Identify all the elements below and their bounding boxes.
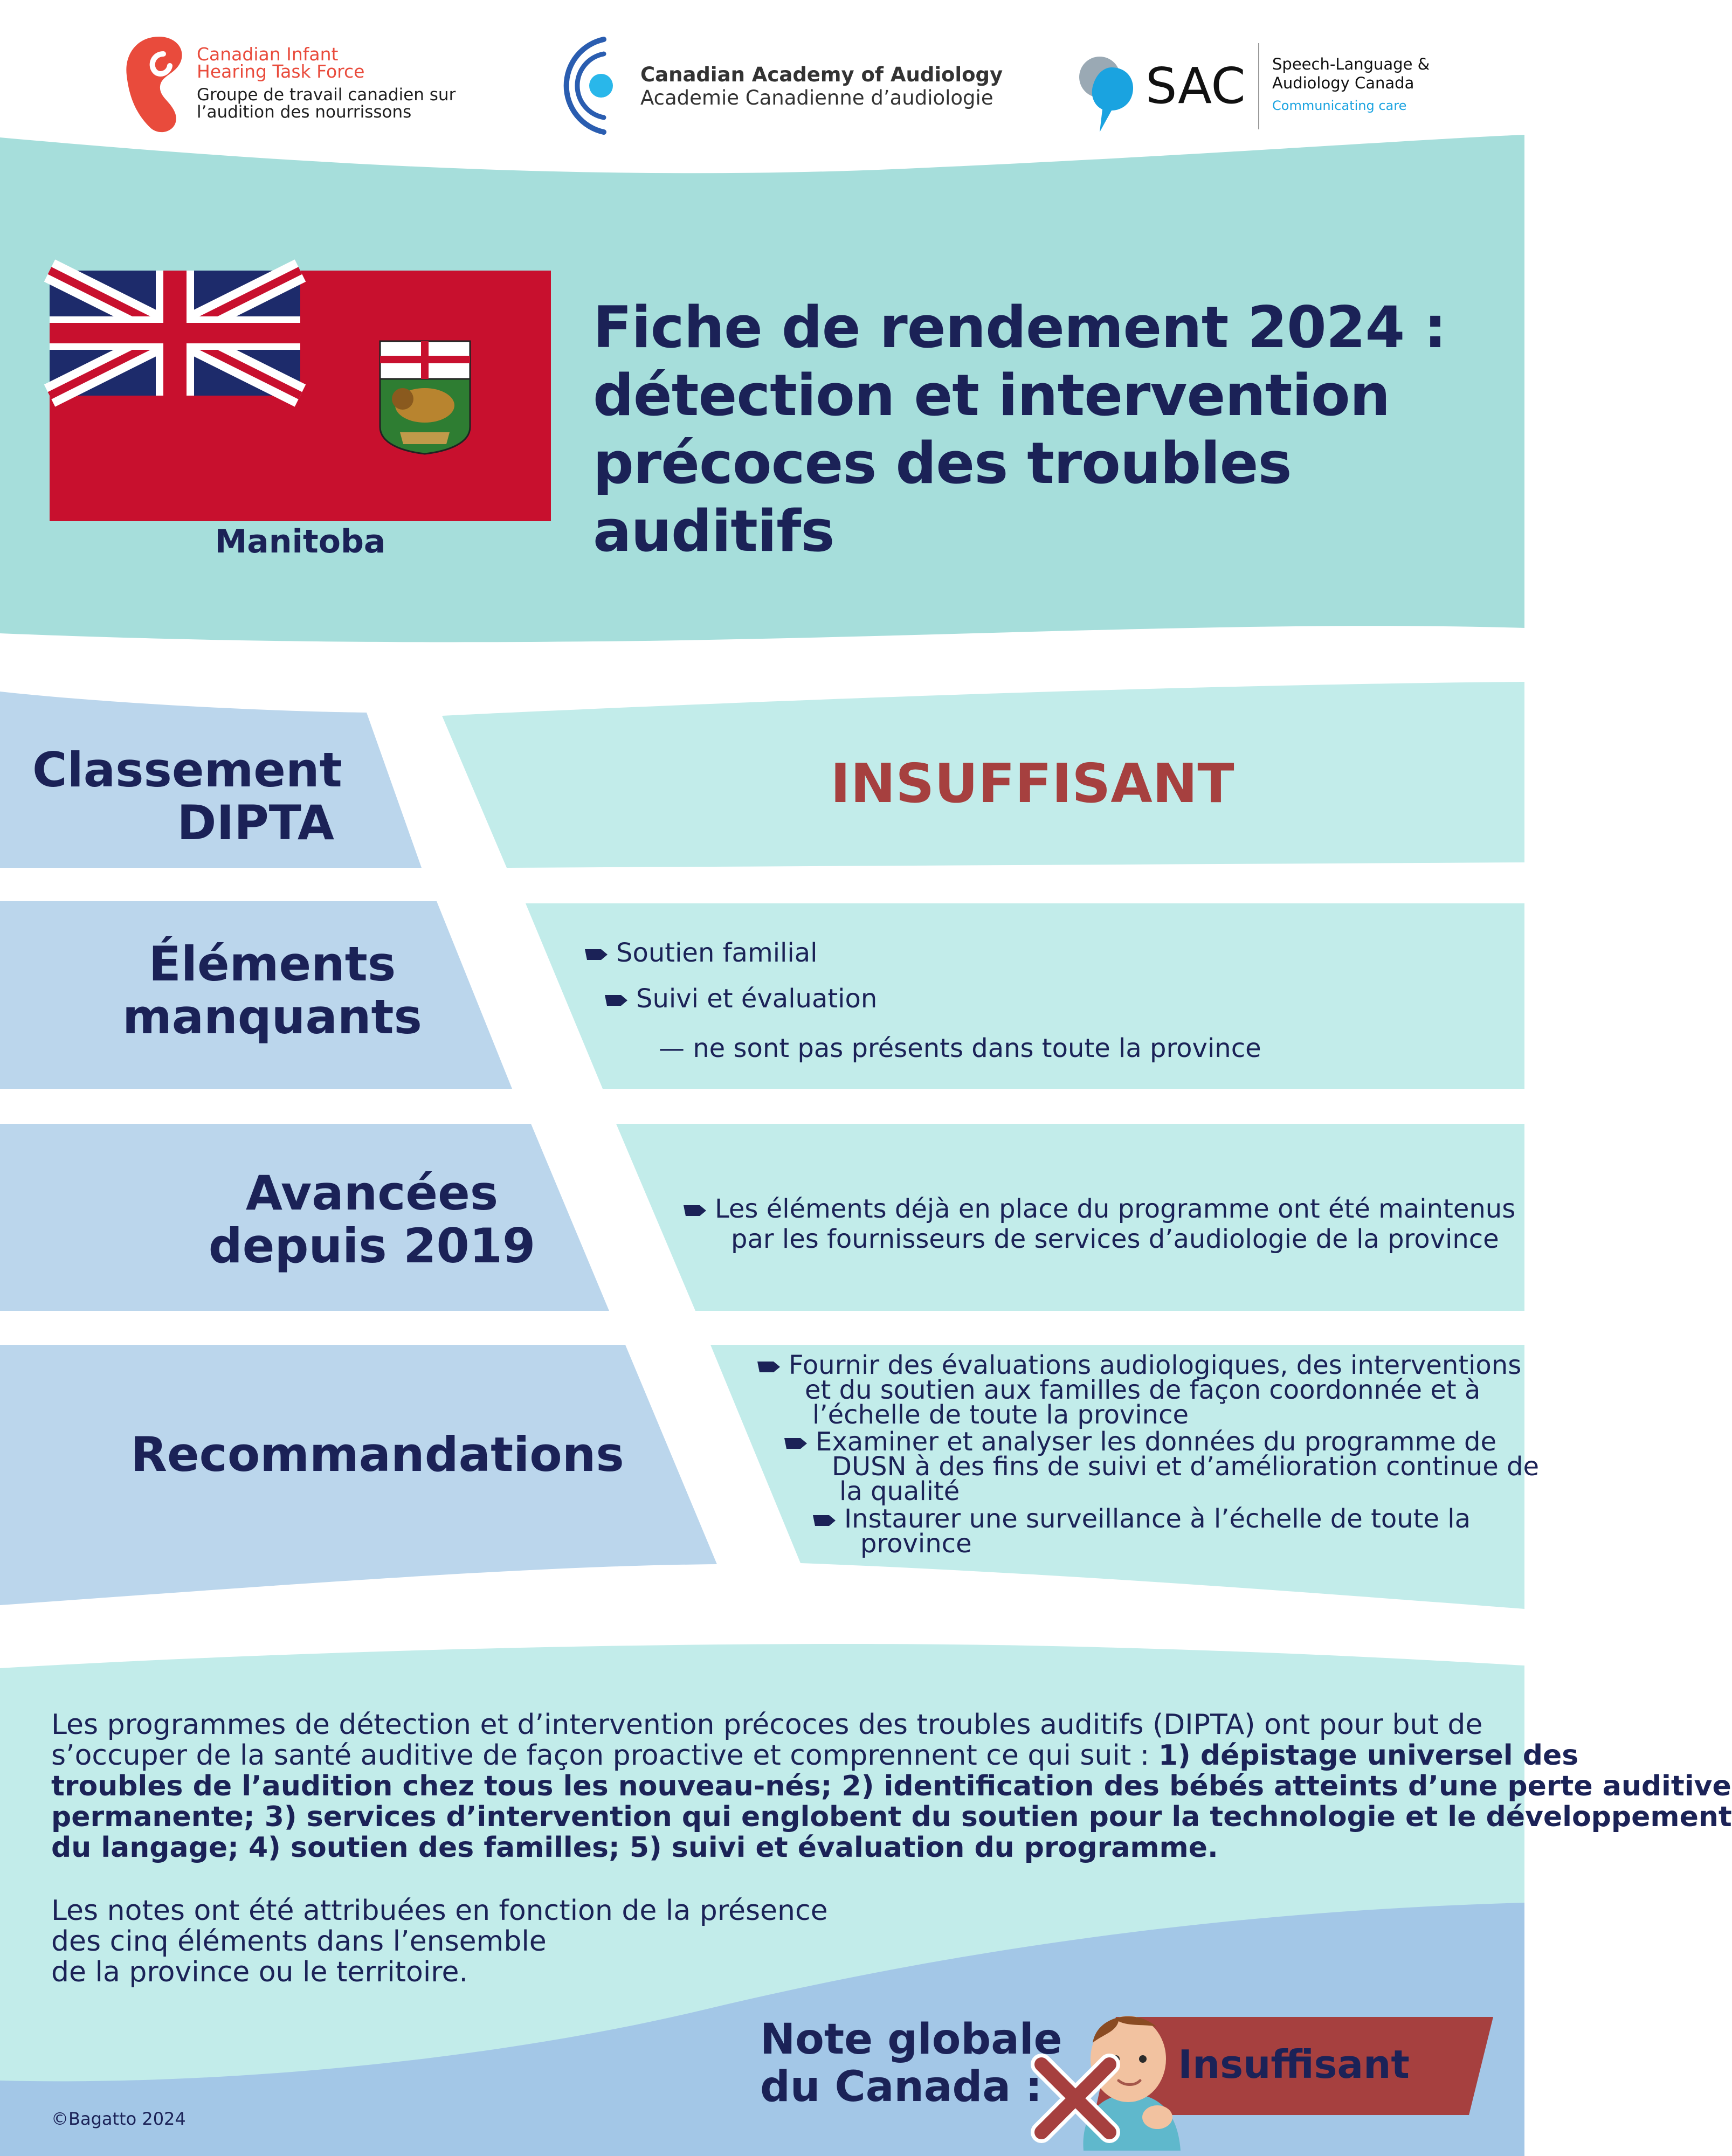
cihtf-name-fr-line2: l’audition des nourrissons: [197, 102, 412, 122]
page-title: [593, 294, 1509, 565]
manquants-item-2: Suivi et évaluation: [605, 986, 877, 1011]
bullet-icon: [784, 1437, 807, 1450]
sac-tagline: Communicating care: [1272, 98, 1407, 113]
cihtf-name-en: Canadian Infant Hearing Task Force: [197, 44, 365, 82]
x-mark-icon: [1030, 2053, 1121, 2144]
bullet-icon: [585, 948, 608, 961]
title-line-1: Fiche de rendement 2024 :: [593, 294, 1446, 361]
sac-name-line2: Audiology Canada: [1272, 74, 1414, 92]
caa-name-en: Canadian Academy of Audiology: [640, 63, 1003, 86]
cihtf-logo[interactable]: [121, 32, 456, 135]
sac-logo[interactable]: [1078, 40, 1509, 137]
sac-name-line1: Speech-Language &: [1272, 55, 1430, 73]
cihtf-name-fr-line1: Groupe de travail canadien sur: [197, 85, 456, 105]
ear-icon: [121, 32, 191, 135]
avancees-label: Avancées depuis 2019: [208, 1165, 536, 1274]
caa-logo[interactable]: [550, 35, 1003, 137]
manquants-label: Éléments manquants: [122, 936, 422, 1045]
reco-item-1: Fournir des évaluations audiologiques, des interventions et du soutien aux familles de façon coordonnée et à l’échelle de toute la province: [757, 1353, 1521, 1427]
recommandations-label: Recommandations: [130, 1427, 624, 1482]
grading-note: Les notes ont été attribuées en fonction de la présence des cinq éléments dans l’ensemble de la province ou le territoire.: [51, 1895, 828, 1988]
speech-bubble-icon: [1078, 51, 1137, 127]
classement-label: Classement DIPTA: [32, 742, 342, 851]
avancees-item-1: Les éléments déjà en place du programme ont été maintenus par les fournisseurs de services d’audiologie de la province: [684, 1197, 1515, 1252]
caa-name-fr: Academie Canadienne d’audiologie: [640, 86, 993, 109]
title-line-3: précoces des troubles auditifs: [593, 430, 1292, 564]
classement-value: INSUFFISANT: [830, 752, 1234, 815]
sac-divider: [1258, 43, 1259, 129]
overall-grade-label: Note globale du Canada :: [760, 2015, 1062, 2111]
bullet-icon: [684, 1204, 706, 1217]
bullet-icon: [813, 1514, 836, 1527]
reco-item-3: Instaurer une surveillance à l’échelle de toute la province: [813, 1507, 1471, 1556]
reco-item-2: Examiner et analyser les données du programme de DUSN à des fins de suivi et d’amélioration continue de la qualité: [784, 1429, 1539, 1504]
bullet-icon: [605, 994, 627, 1007]
bullet-icon: [757, 1360, 780, 1373]
dipta-description: Les programmes de détection et d’intervention précoces des troubles auditifs (DIPTA) ont pour but de s’occuper de la santé auditive de façon proactive et comprennent ce qui suit : 1) dépistage universel des troubles de l’audition chez tous les nouveau-nés; 2) identification des bébés atteints d’une perte auditive permanente; 3) services d’intervention qui englobent du soutien pour la technologie et le développement du langage; 4) soutien des familles; 5) suivi et évaluation du programme.: [51, 1709, 1732, 1864]
manitoba-flag-icon: [50, 271, 551, 521]
sound-wave-icon: [550, 35, 631, 137]
title-line-2: détection et intervention: [593, 362, 1390, 429]
copyright: ©Bagatto 2024: [51, 2109, 186, 2129]
overall-grade-value: Insuffisant: [1178, 2042, 1410, 2087]
sac-acronym: SAC: [1146, 57, 1246, 115]
manquants-note: — ne sont pas présents dans toute la province: [659, 1033, 1261, 1063]
manquants-item-1: Soutien familial: [585, 941, 817, 965]
province-name: Manitoba: [215, 523, 386, 561]
